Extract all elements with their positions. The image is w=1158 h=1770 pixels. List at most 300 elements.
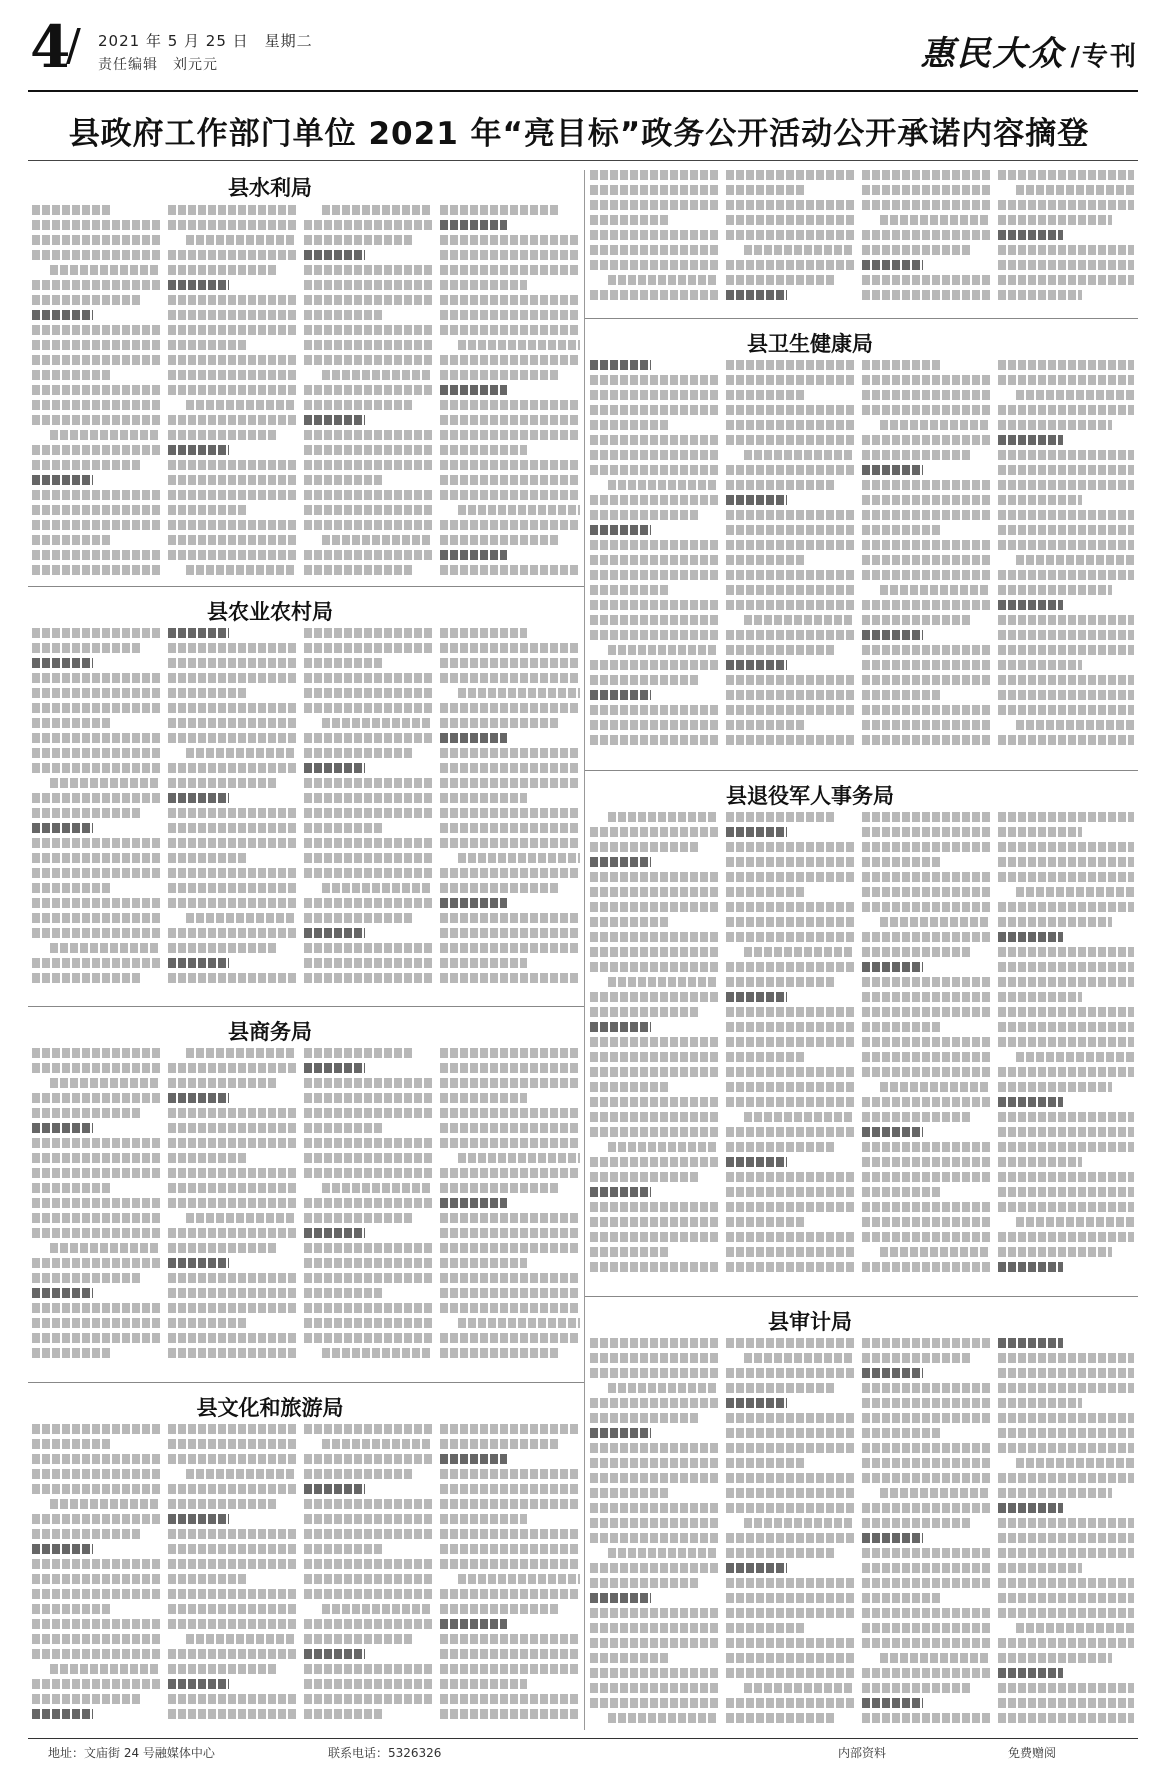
text-line: [862, 1698, 923, 1708]
text-line: [32, 1138, 160, 1148]
text-line: [862, 1518, 970, 1528]
text-line: [862, 1578, 990, 1588]
text-line: [440, 1183, 558, 1193]
text-line: [998, 1698, 1134, 1708]
text-line: [440, 205, 558, 215]
text-line: [726, 1037, 854, 1047]
text-line: [590, 570, 718, 580]
text-line: [168, 1604, 296, 1614]
text-line: [998, 1383, 1134, 1393]
text-line: [32, 1318, 160, 1328]
text-line: [304, 943, 432, 953]
text-column: [440, 628, 580, 1000]
text-line: [168, 1499, 276, 1509]
text-line: [322, 535, 432, 545]
text-line: [32, 718, 111, 728]
text-line: [304, 400, 412, 410]
text-line: [590, 555, 718, 565]
text-line: [880, 585, 990, 595]
text-line: [998, 675, 1134, 685]
text-line: [168, 1063, 296, 1073]
text-line: [168, 370, 296, 380]
text-line: [304, 1574, 432, 1584]
text-line: [304, 565, 412, 575]
text-line: [998, 735, 1134, 745]
text-line: [168, 520, 296, 530]
text-line: [998, 872, 1134, 882]
text-line: [168, 445, 229, 455]
text-line: [32, 475, 93, 485]
text-line: [998, 1533, 1134, 1543]
text-line: [440, 445, 527, 455]
text-column: [862, 360, 990, 764]
text-line: [304, 658, 383, 668]
text-line: [998, 260, 1134, 270]
text-line: [440, 220, 507, 230]
text-line: [726, 555, 805, 565]
text-line: [32, 1108, 140, 1118]
text-line: [440, 385, 507, 395]
text-line: [304, 643, 432, 653]
text-line: [304, 913, 412, 923]
text-line: [590, 1413, 698, 1423]
text-line: [862, 1172, 990, 1182]
footer: [28, 1742, 1138, 1762]
text-line: [32, 898, 160, 908]
text-line: [440, 1619, 507, 1629]
text-line: [726, 1202, 854, 1212]
text-line: [590, 615, 718, 625]
text-line: [32, 520, 160, 530]
text-line: [32, 205, 111, 215]
text-line: [590, 630, 718, 640]
text-line: [726, 390, 805, 400]
text-line: [862, 1683, 970, 1693]
text-line: [32, 853, 160, 863]
text-line: [590, 1247, 669, 1257]
text-column: [168, 205, 296, 580]
text-line: [304, 430, 432, 440]
text-line: [726, 1172, 854, 1182]
text-line: [440, 535, 558, 545]
text-line: [726, 1232, 854, 1242]
text-line: [32, 400, 160, 410]
text-line: [998, 1037, 1134, 1047]
text-line: [168, 1168, 296, 1178]
text-line: [304, 355, 432, 365]
masthead-rule: [28, 90, 1138, 92]
text-column: [32, 1048, 160, 1376]
text-line: [862, 1428, 941, 1438]
text-line: [304, 1063, 365, 1073]
text-line: [590, 495, 718, 505]
text-line: [998, 932, 1063, 942]
text-line: [590, 375, 718, 385]
text-line: [168, 385, 296, 395]
text-line: [304, 280, 432, 290]
text-column: [168, 1424, 296, 1730]
text-line: [304, 1258, 432, 1268]
text-column: [168, 1048, 296, 1376]
text-line: [440, 430, 580, 440]
text-line: [304, 220, 432, 230]
text-line: [186, 748, 296, 758]
text-line: [998, 1653, 1112, 1663]
section-title-health: 县卫生健康局: [747, 331, 873, 356]
text-line: [32, 1168, 160, 1178]
text-line: [726, 917, 854, 927]
text-column: [440, 1424, 580, 1730]
text-line: [862, 675, 990, 685]
text-line: [880, 1653, 990, 1663]
text-line: [440, 943, 580, 953]
text-line: [32, 1198, 160, 1208]
text-line: [726, 1698, 854, 1708]
text-line: [998, 1112, 1134, 1122]
text-line: [726, 1713, 834, 1723]
text-line: [726, 857, 854, 867]
text-line: [590, 705, 718, 715]
text-line: [32, 220, 160, 230]
text-line: [862, 185, 990, 195]
text-line: [304, 1243, 432, 1253]
text-line: [32, 235, 160, 245]
text-line: [440, 1333, 580, 1343]
text-line: [440, 250, 580, 260]
text-line: [862, 1383, 990, 1393]
text-line: [1016, 1458, 1134, 1468]
text-column: [590, 1338, 718, 1730]
text-line: [440, 1634, 580, 1644]
text-line: [168, 643, 296, 653]
text-line: [440, 1303, 580, 1313]
text-line: [862, 1202, 990, 1212]
text-column: [726, 1338, 854, 1730]
text-line: [32, 1183, 111, 1193]
text-line: [304, 1709, 383, 1719]
text-line: [440, 643, 580, 653]
text-line: [32, 1213, 160, 1223]
text-line: [168, 1664, 276, 1674]
text-line: [726, 1578, 854, 1588]
text-line: [32, 460, 140, 470]
text-line: [32, 838, 160, 848]
text-line: [440, 1694, 580, 1704]
text-line: [590, 1488, 669, 1498]
text-line: [168, 973, 296, 983]
text-line: [440, 400, 580, 410]
text-line: [304, 703, 432, 713]
text-line: [590, 1127, 718, 1137]
text-line: [32, 883, 111, 893]
text-line: [1016, 390, 1134, 400]
text-column: [726, 812, 854, 1290]
text-line: [304, 1123, 383, 1133]
text-line: [590, 992, 718, 1002]
text-line: [726, 585, 854, 595]
text-line: [440, 520, 580, 530]
text-line: [458, 853, 580, 863]
text-line: [590, 435, 718, 445]
text-line: [32, 385, 160, 395]
text-line: [998, 1097, 1063, 1107]
text-line: [304, 628, 432, 638]
headline-rule: [28, 160, 1138, 161]
text-line: [32, 1604, 111, 1614]
text-line: [726, 1533, 854, 1543]
text-column: [440, 205, 580, 580]
text-line: [168, 883, 296, 893]
text-line: [590, 1428, 651, 1438]
text-line: [862, 842, 990, 852]
text-line: [862, 290, 990, 300]
text-line: [32, 1258, 160, 1268]
text-line: [998, 645, 1134, 655]
text-column: [862, 170, 990, 310]
text-line: [304, 1078, 432, 1088]
text-line: [726, 375, 854, 385]
text-line: [186, 1213, 296, 1223]
text-line: [440, 1108, 580, 1118]
text-line: [32, 703, 160, 713]
text-line: [998, 1518, 1134, 1528]
text-line: [168, 1153, 247, 1163]
text-line: [440, 235, 580, 245]
text-line: [32, 913, 160, 923]
text-line: [32, 1694, 140, 1704]
text-line: [862, 690, 941, 700]
text-line: [726, 465, 854, 475]
text-line: [726, 705, 854, 715]
text-line: [168, 628, 229, 638]
text-line: [168, 1258, 229, 1268]
text-line: [440, 295, 580, 305]
text-line: [880, 1488, 990, 1498]
text-line: [168, 1123, 296, 1133]
text-line: [1016, 887, 1134, 897]
text-line: [168, 1273, 296, 1283]
text-line: [168, 658, 296, 668]
text-line: [32, 310, 93, 320]
issue-date: 2021 年 5 月 25 日 星期二: [98, 32, 313, 50]
text-line: [726, 1503, 854, 1513]
text-line: [862, 1713, 990, 1723]
text-line: [862, 230, 990, 240]
text-line: [304, 688, 432, 698]
text-line: [32, 445, 160, 455]
text-line: [744, 1112, 854, 1122]
text-line: [726, 1458, 805, 1468]
text-line: [726, 1608, 854, 1618]
text-line: [1016, 1217, 1134, 1227]
text-line: [304, 973, 432, 983]
text-line: [862, 1097, 990, 1107]
text-line: [168, 838, 296, 848]
page-headline: 县政府工作部门单位 2021 年“亮目标”政务公开活动公开承诺内容摘登: [68, 116, 1090, 152]
text-line: [322, 883, 432, 893]
text-line: [590, 917, 669, 927]
text-line: [744, 245, 854, 255]
section-title-veterans: 县退役军人事务局: [726, 783, 894, 808]
text-line: [304, 1168, 432, 1178]
text-line: [590, 1698, 718, 1708]
text-line: [590, 420, 669, 430]
text-line: [32, 1303, 160, 1313]
text-line: [50, 1078, 160, 1088]
text-line: [862, 275, 990, 285]
text-line: [862, 1623, 990, 1633]
text-line: [998, 230, 1063, 240]
text-line: [744, 947, 854, 957]
text-line: [590, 1638, 718, 1648]
text-line: [304, 733, 432, 743]
text-column: [590, 812, 718, 1290]
text-line: [590, 170, 718, 180]
text-line: [168, 205, 296, 215]
text-line: [440, 565, 580, 575]
text-line: [590, 887, 718, 897]
text-line: [440, 1499, 580, 1509]
text-line: [590, 540, 718, 550]
text-line: [862, 1022, 941, 1032]
text-line: [458, 1574, 580, 1584]
text-line: [590, 200, 718, 210]
text-line: [862, 540, 990, 550]
text-line: [726, 1593, 854, 1603]
text-line: [862, 1368, 923, 1378]
text-line: [168, 703, 296, 713]
text-line: [440, 1138, 580, 1148]
text-line: [726, 720, 805, 730]
text-line: [862, 1007, 990, 1017]
text-line: [862, 615, 970, 625]
text-line: [862, 735, 990, 745]
text-line: [304, 490, 432, 500]
text-line: [168, 868, 296, 878]
text-line: [168, 793, 229, 803]
text-line: [440, 1273, 580, 1283]
text-line: [726, 1127, 854, 1137]
text-line: [608, 1713, 718, 1723]
text-line: [998, 360, 1134, 370]
text-line: [168, 430, 276, 440]
text-line: [880, 1247, 990, 1257]
text-line: [440, 1484, 580, 1494]
text-line: [726, 570, 854, 580]
text-line: [186, 1048, 296, 1058]
text-line: [50, 943, 160, 953]
text-line: [880, 215, 990, 225]
text-line: [304, 1529, 432, 1539]
text-line: [168, 673, 296, 683]
text-line: [998, 902, 1134, 912]
text-line: [998, 992, 1082, 1002]
text-line: [440, 1213, 580, 1223]
text-line: [32, 1574, 160, 1584]
text-line: [168, 943, 276, 953]
text-line: [32, 1514, 160, 1524]
text-line: [726, 977, 834, 987]
text-line: [726, 1653, 854, 1663]
text-line: [168, 505, 247, 515]
text-line: [440, 1258, 527, 1268]
text-line: [590, 675, 698, 685]
text-column: [998, 1338, 1134, 1730]
text-line: [440, 958, 527, 968]
text-line: [998, 977, 1134, 987]
page-number: 4: [30, 13, 71, 81]
text-line: [726, 1428, 854, 1438]
text-line: [726, 600, 854, 610]
text-line: [32, 370, 111, 380]
text-line: [304, 1649, 365, 1659]
text-line: [726, 495, 787, 505]
text-line: [32, 325, 160, 335]
text-line: [32, 505, 160, 515]
text-line: [440, 748, 580, 758]
text-line: [458, 688, 580, 698]
text-line: [32, 1424, 160, 1434]
text-line: [862, 1052, 990, 1062]
text-line: [590, 1082, 669, 1092]
text-line: [998, 405, 1134, 415]
text-line: [998, 615, 1134, 625]
text-line: [726, 1398, 787, 1408]
text-line: [304, 445, 432, 455]
text-line: [862, 947, 970, 957]
text-line: [440, 1048, 580, 1058]
text-line: [726, 1217, 805, 1227]
text-line: [168, 1424, 296, 1434]
text-line: [862, 525, 941, 535]
text-line: [304, 1288, 383, 1298]
text-line: [440, 838, 580, 848]
text-line: [744, 1683, 854, 1693]
text-line: [862, 1217, 990, 1227]
column-tag: /专刊: [1070, 42, 1138, 72]
text-line: [862, 1338, 990, 1348]
text-line: [168, 1318, 247, 1328]
text-line: [862, 977, 990, 987]
text-line: [590, 360, 651, 370]
text-line: [880, 420, 990, 430]
text-line: [440, 310, 580, 320]
text-line: [590, 1503, 718, 1513]
divider-health-veterans: [584, 770, 1138, 771]
text-line: [440, 1228, 580, 1238]
text-line: [590, 1533, 718, 1543]
text-line: [726, 510, 854, 520]
text-line: [304, 310, 383, 320]
text-line: [726, 405, 854, 415]
text-line: [304, 1303, 432, 1313]
text-line: [590, 450, 718, 460]
text-line: [726, 260, 854, 270]
text-line: [862, 887, 990, 897]
text-line: [590, 1172, 698, 1182]
text-line: [32, 1273, 140, 1283]
text-line: [590, 585, 669, 595]
text-column: [862, 812, 990, 1290]
text-line: [998, 1608, 1134, 1618]
text-line: [1016, 1052, 1134, 1062]
text-line: [32, 673, 160, 683]
text-line: [726, 1623, 805, 1633]
text-line: [440, 280, 527, 290]
text-line: [590, 1593, 651, 1603]
text-line: [322, 370, 432, 380]
text-line: [862, 872, 990, 882]
